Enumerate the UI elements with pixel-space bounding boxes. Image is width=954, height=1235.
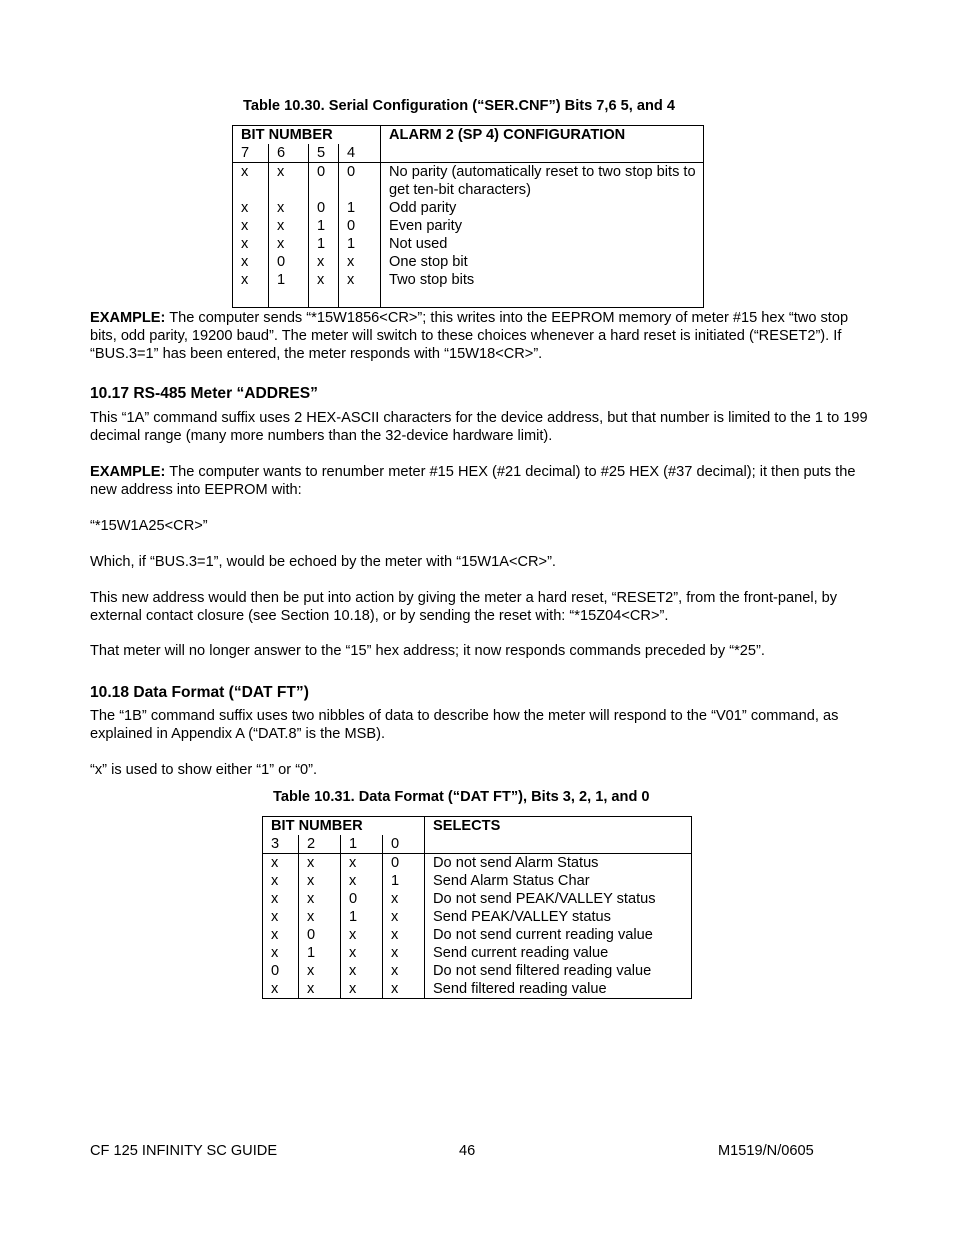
table-row bbox=[263, 926, 692, 944]
bit-value: x bbox=[339, 271, 381, 289]
bit-value: 0 bbox=[269, 253, 309, 271]
bit-index: 6 bbox=[269, 144, 309, 163]
bit-index: 1 bbox=[341, 835, 383, 854]
bit-index: 0 bbox=[383, 835, 425, 854]
row-description: Two stop bits bbox=[381, 271, 704, 289]
bit-value bbox=[233, 289, 269, 308]
bit-value: 0 bbox=[341, 890, 383, 908]
row-description: No parity (automatically reset to two stop bits to get ten-bit characters) bbox=[381, 163, 704, 200]
table-10-30-caption: Table 10.30. Serial Configuration (“SER.CNF”) Bits 7,6 5, and 4 bbox=[243, 98, 675, 114]
bit-value: x bbox=[269, 217, 309, 235]
example-readdress bbox=[90, 463, 870, 499]
closing-paragraph: That meter will no longer answer to the “15” hex address; it now responds commands preceded by “*25”. bbox=[90, 643, 765, 659]
bit-value: 0 bbox=[383, 854, 425, 873]
table-row bbox=[233, 163, 704, 200]
bit-value: x bbox=[299, 854, 341, 873]
bit-value: 0 bbox=[309, 163, 339, 200]
table-row bbox=[233, 289, 704, 308]
row-description bbox=[381, 289, 704, 308]
bit-value: 0 bbox=[299, 926, 341, 944]
table-row bbox=[233, 199, 704, 217]
bit-value: x bbox=[271, 981, 279, 997]
bit-value: 1 bbox=[299, 944, 341, 962]
example-text: The computer wants to renumber meter #15 HEX (#21 decimal) to #25 HEX (#37 decimal); it then puts the new address into EEPROM with: bbox=[90, 464, 856, 498]
bit-value: x bbox=[263, 854, 299, 873]
bit-value bbox=[339, 289, 381, 308]
row-description: Do not send filtered reading value bbox=[425, 962, 692, 980]
selects-header: SELECTS bbox=[425, 817, 692, 854]
section-10-18-heading: 10.18 Data Format (“DAT FT”) bbox=[90, 684, 309, 701]
serial-config-table bbox=[232, 125, 704, 308]
bit-value: x bbox=[309, 253, 339, 271]
bit-value: x bbox=[271, 945, 279, 961]
table-row bbox=[263, 908, 692, 926]
bit-value: 0 bbox=[339, 217, 381, 235]
row-description: Do not send current reading value bbox=[425, 926, 692, 944]
row-description: Send Alarm Status Char bbox=[425, 872, 692, 890]
bit-value: x bbox=[341, 980, 383, 999]
bit-value: 1 bbox=[383, 872, 425, 890]
bit-value: x bbox=[341, 962, 383, 980]
bit-value: x bbox=[299, 890, 341, 908]
bit-value: 1 bbox=[269, 271, 309, 289]
table-row bbox=[233, 235, 704, 253]
footer-guide-title: CF 125 INFINITY SC GUIDE bbox=[90, 1143, 278, 1159]
bit-value: x bbox=[241, 254, 249, 270]
reset-paragraph: This new address would then be put into action by giving the meter a hard reset, “RESET2”, from the front-panel, by external contact closure (see Section 10.18), or by sending the reset with: “*15Z04<CR>”. bbox=[90, 590, 838, 624]
bit-value: x bbox=[271, 873, 279, 889]
bit-value: x bbox=[341, 872, 383, 890]
bit-value: x bbox=[383, 890, 425, 908]
row-description: Do not send PEAK/VALLEY status bbox=[425, 890, 692, 908]
table-row bbox=[263, 872, 692, 890]
row-description: One stop bit bbox=[381, 253, 704, 271]
footer-page-number: 46 bbox=[459, 1143, 476, 1159]
section-10-17-intro: This “1A” command suffix uses 2 HEX-ASCII characters for the device address, but that number is limited to the 1 to 199 decimal range (many more numbers than the 32-device hardware limit). bbox=[90, 410, 868, 444]
bit-value: x bbox=[271, 891, 279, 907]
example-label: EXAMPLE: bbox=[90, 310, 166, 326]
bit-value: x bbox=[269, 163, 309, 200]
bit-value bbox=[309, 289, 339, 308]
table-row bbox=[263, 944, 692, 962]
bit-value: x bbox=[309, 271, 339, 289]
bit-number-header: BIT NUMBER bbox=[241, 127, 333, 143]
bit-index: 3 bbox=[271, 836, 280, 852]
bit-value: x bbox=[341, 944, 383, 962]
bit-value: x bbox=[233, 163, 269, 200]
table-row bbox=[233, 253, 704, 271]
bit-value: x bbox=[241, 200, 249, 216]
alarm-config-header: ALARM 2 (SP 4) CONFIGURATION bbox=[381, 126, 704, 163]
bit-value: 1 bbox=[341, 908, 383, 926]
bit-value: x bbox=[339, 253, 381, 271]
bit-number-header: BIT NUMBER bbox=[271, 818, 363, 834]
bit-value: x bbox=[241, 218, 249, 234]
table-row bbox=[233, 271, 704, 289]
bit-value: x bbox=[269, 235, 309, 253]
row-description: Send PEAK/VALLEY status bbox=[425, 908, 692, 926]
x-note: “x” is used to show either “1” or “0”. bbox=[90, 762, 318, 778]
section-10-18-intro: The “1B” command suffix uses two nibbles of data to describe how the meter will respond to the “V01” command, as explained in Appendix A (“DAT.8” is the MSB). bbox=[90, 708, 839, 742]
bit-index: 7 bbox=[241, 145, 250, 161]
row-description: Not used bbox=[381, 235, 704, 253]
row-description: Do not send Alarm Status bbox=[425, 854, 692, 873]
bit-value bbox=[269, 289, 309, 308]
row-description: Send filtered reading value bbox=[425, 980, 692, 999]
section-10-17-heading: 10.17 RS-485 Meter “ADDRES” bbox=[90, 385, 318, 402]
table-row bbox=[263, 890, 692, 908]
bit-index: 2 bbox=[299, 835, 341, 854]
example-text: The computer sends “*15W1856<CR>”; this writes into the EEPROM memory of meter #15 hex “two stop bits, odd parity, 19200 baud”. The meter will switch to these choices whenever a hard reset is initiated (“RESET2”). If “BUS.3=1” has been entered, the meter responds with “15W18<CR>”. bbox=[90, 310, 849, 362]
readdress-command: “*15W1A25<CR>” bbox=[90, 518, 208, 534]
table-row bbox=[263, 980, 692, 999]
footer-document-code: M1519/N/0605 bbox=[718, 1143, 814, 1159]
bit-value: x bbox=[341, 926, 383, 944]
bit-value: x bbox=[383, 944, 425, 962]
bit-value: x bbox=[383, 926, 425, 944]
row-description: Send current reading value bbox=[425, 944, 692, 962]
bit-value: x bbox=[271, 927, 279, 943]
bit-value: 1 bbox=[309, 235, 339, 253]
bit-index: 5 bbox=[309, 144, 339, 163]
bit-value: x bbox=[299, 872, 341, 890]
bit-value: 1 bbox=[339, 199, 381, 217]
table-row bbox=[263, 962, 692, 980]
bit-value: x bbox=[383, 980, 425, 999]
example-label: EXAMPLE: bbox=[90, 464, 166, 480]
bit-value: x bbox=[299, 962, 341, 980]
row-description: Even parity bbox=[381, 217, 704, 235]
bit-value: x bbox=[341, 854, 383, 873]
bit-value: x bbox=[269, 199, 309, 217]
bit-value: x bbox=[383, 962, 425, 980]
bit-value: x bbox=[241, 236, 249, 252]
data-format-table bbox=[262, 816, 692, 999]
echo-paragraph: Which, if “BUS.3=1”, would be echoed by the meter with “15W1A<CR>”. bbox=[90, 554, 556, 570]
table-10-31-caption: Table 10.31. Data Format (“DAT FT”), Bits 3, 2, 1, and 0 bbox=[273, 789, 650, 805]
bit-value: x bbox=[271, 909, 279, 925]
bit-value: x bbox=[241, 272, 249, 288]
bit-value: x bbox=[383, 908, 425, 926]
bit-value: x bbox=[299, 980, 341, 999]
bit-value: 1 bbox=[309, 217, 339, 235]
table-row bbox=[233, 217, 704, 235]
bit-value: 0 bbox=[271, 963, 280, 979]
bit-value: 0 bbox=[339, 163, 381, 200]
row-description: Odd parity bbox=[381, 199, 704, 217]
bit-value: x bbox=[299, 908, 341, 926]
bit-value: 0 bbox=[309, 199, 339, 217]
bit-value: 1 bbox=[339, 235, 381, 253]
bit-index: 4 bbox=[339, 144, 381, 163]
table-row bbox=[263, 854, 692, 873]
example-serial-config bbox=[90, 309, 870, 363]
